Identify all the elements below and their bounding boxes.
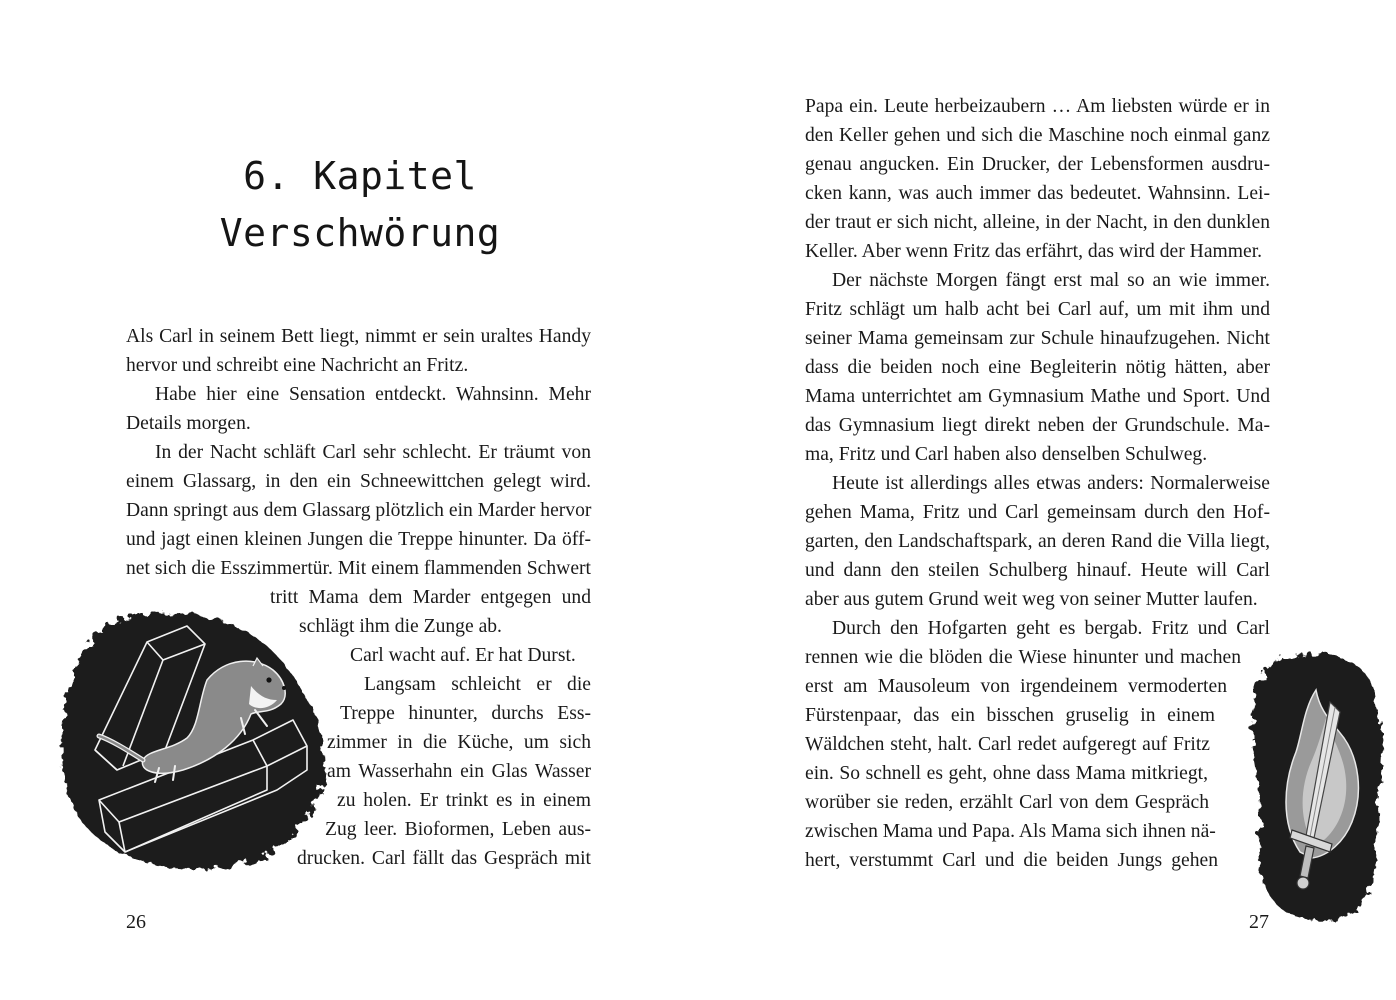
text-line: einem Glassarg, in den ein Schneewittchen gelegt wird. [126,471,591,492]
text-line: Carl wacht auf. Er hat Durst. [350,645,576,666]
chapter-heading [150,148,570,262]
text-line: Keller. Aber wenn Fritz das erfährt, das wird der Hammer. [805,241,1263,262]
text-line: Treppe hinunter, durchs Ess- [340,703,591,724]
text-line: und jagt einen kleinen Jungen die Treppe hinunter. Da öff- [126,529,591,550]
text-line: drucken. Carl fällt das Gespräch mit [297,848,591,869]
text-line: das Gymnasium liegt direkt neben der Grundschule. Ma- [805,415,1270,436]
page-number-right: 27 [1249,911,1269,933]
text-line: Habe hier eine Sensation entdeckt. Wahnsinn. Mehr [155,384,591,405]
text-line: Langsam schleicht er die [364,674,591,695]
text-line: der traut er sich nicht, alleine, in der Nacht, in den dunklen [805,212,1270,233]
text-line: zu holen. Er trinkt es in einem [337,790,591,811]
text-line: rennen wie die blöden die Wiese hinunter und machen [805,647,1241,668]
text-line: net sich die Esszimmertür. Mit einem flammenden Schwert [126,558,591,579]
text-line: gehen Mama, Fritz und Carl gemeinsam durch den Hof- [805,502,1270,523]
chapter-number: 6. Kapitel [243,154,477,198]
text-line: ma, Fritz und Carl haben also denselben Schulweg. [805,444,1208,465]
text-line: am Wasserhahn ein Glas Wasser [327,761,591,782]
text-line: Durch den Hofgarten geht es bergab. Fritz und Carl [832,618,1270,639]
text-line: Papa ein. Leute herbeizaubern … Am liebsten würde er in [805,96,1270,117]
text-line: Fritz schlägt um halb acht bei Carl auf, um mit ihm und [805,299,1270,320]
chapter-title: Verschwörung [219,211,501,255]
text-line: zwischen Mama und Papa. Als Mama sich ihnen nä- [805,821,1216,842]
text-line: aber aus gutem Grund weit weg von seiner Mutter laufen. [805,589,1258,610]
text-line: Zug leer. Bioformen, Leben aus- [325,819,591,840]
text-line: seiner Mama gemeinsam zur Schule hinaufzugehen. Nicht [805,328,1270,349]
text-line: ein. So schnell es geht, ohne dass Mama mitkriegt, [805,763,1208,784]
text-line: erst am Mausoleum von irgendeinem vermoderten [805,676,1227,697]
text-line: schlägt ihm die Zunge ab. [299,616,502,637]
page-number-left: 26 [126,911,146,933]
text-line: Heute ist allerdings alles etwas anders: Normalerweise [832,473,1270,494]
text-line: Fürstenpaar, das ein bisschen gruselig in einem [805,705,1215,726]
right-page [698,0,1396,1000]
text-line: Mama unterrichtet am Gymnasium Mathe und Sport. Und [805,386,1270,407]
text-line: Wäldchen steht, halt. Carl redet aufgeregt auf Fritz [805,734,1210,755]
text-line: und dann den steilen Schulberg hinauf. Heute will Carl [805,560,1270,581]
text-line: tritt Mama dem Marder entgegen und [270,587,591,608]
marten-coffin-illustration [55,600,335,875]
text-line: zimmer in die Küche, um sich [327,732,591,753]
text-line: Der nächste Morgen fängt erst mal so an wie immer. [832,270,1270,291]
text-line: hervor und schreibt eine Nachricht an Fritz. [126,355,469,376]
text-line: In der Nacht schläft Carl sehr schlecht. Er träumt von [155,442,591,463]
flaming-sword-illustration [1240,642,1390,932]
text-line: garten, den Landschaftspark, an deren Rand die Villa liegt, [805,531,1270,552]
text-line: hert, verstummt Carl und die beiden Jungs gehen [805,850,1218,871]
text-line: Als Carl in seinem Bett liegt, nimmt er sein uraltes Handy [126,326,591,347]
text-line: dass die beiden noch eine Begleiterin nötig hätten, aber [805,357,1270,378]
text-line: cken kann, was auch immer das bedeutet. Wahnsinn. Lei- [805,183,1270,204]
text-line: genau angucken. Ein Drucker, der Lebensformen ausdru- [805,154,1270,175]
text-line: Dann springt aus dem Glassarg plötzlich ein Marder hervor [126,500,592,521]
text-line: den Keller gehen und sich die Maschine noch einmal ganz [805,125,1270,146]
text-line: Details morgen. [126,413,251,434]
text-line: worüber sie reden, erzählt Carl von dem Gespräch [805,792,1209,813]
